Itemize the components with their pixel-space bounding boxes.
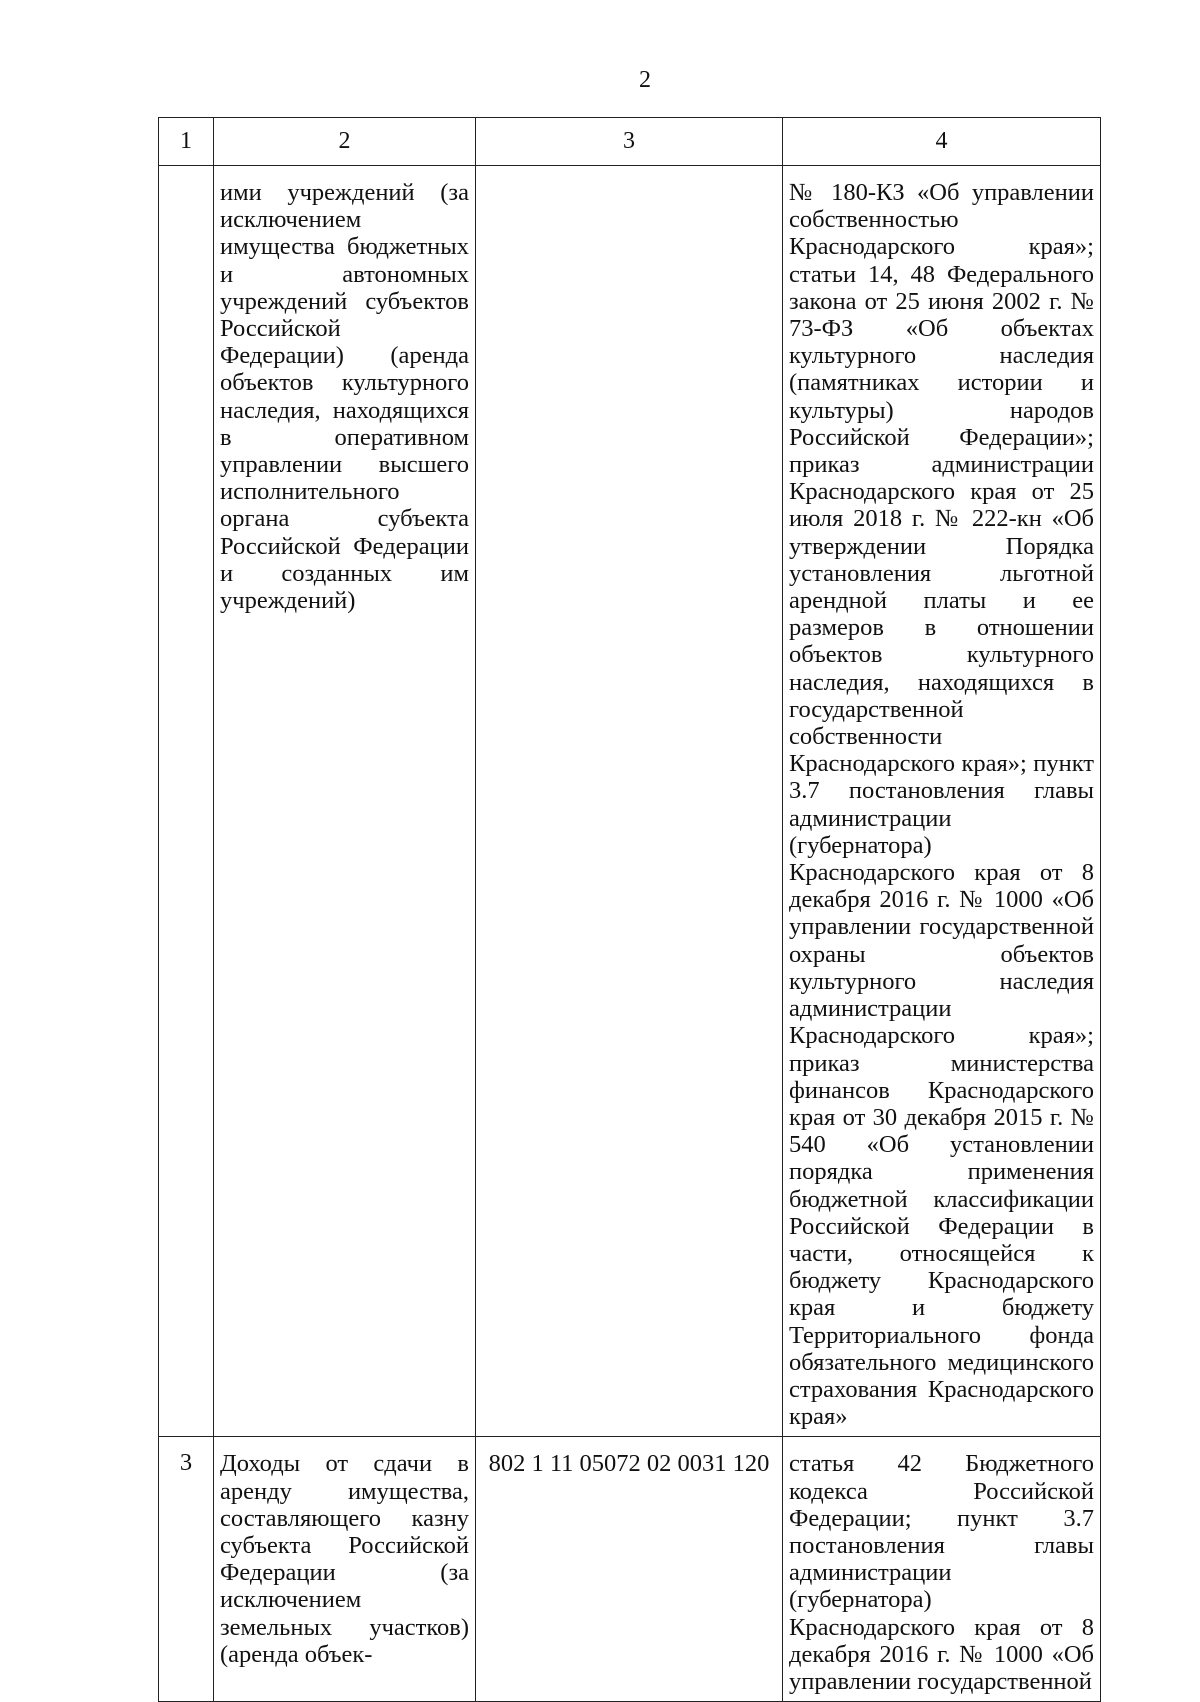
header-col-2: 2 (214, 118, 476, 166)
table-row (159, 166, 1101, 1437)
revenue-code (476, 166, 783, 1437)
row-number (159, 166, 214, 1437)
revenue-table (158, 117, 1101, 1702)
page-number: 2 (639, 67, 651, 93)
table-header-row (159, 118, 1101, 166)
row-number: 3 (159, 1437, 214, 1702)
header-col-1: 1 (159, 118, 214, 166)
legal-basis: статья 42 Бюджетного кодекса Российской Федерации; пункт 3.7 постановления главы администрации (губернатора) Краснодарского края от 8 декабря 2016 г. № 1000 «Об управлении государственной (783, 1437, 1101, 1702)
header-col-3: 3 (476, 118, 783, 166)
legal-basis: № 180-КЗ «Об управлении собственностью Краснодарского края»; статьи 14, 48 Федерального закона от 25 июня 2002 г. № 73-ФЗ «Об объектах культурного наследия (памятниках истории и культуры) народов Российской Федерации»; приказ администрации Краснодарского края от 25 июля 2018 г. № 222-кн «Об утверждении Порядка установления льготной арендной платы и ее размеров в отношении объектов культурного наследия, находящихся в государственной собственности Краснодарского края»; пункт 3.7 постановления главы администрации (губернатора) Краснодарского края от 8 декабря 2016 г. № 1000 «Об управлении государственной охраны объектов культурного наследия администрации Краснодарского края»; приказ министерства финансов Краснодарского края от 30 декабря 2015 г. № 540 «Об установлении порядка применения бюджетной классификации Российской Федерации в части, относящейся к бюджету Краснодарского края и бюджету Территориального фонда обязательного медицинского страхования Краснодарского края» (783, 166, 1101, 1437)
revenue-name: ими учреждений (за исключением имущества бюджетных и автономных учреждений субъектов Российской Федерации) (аренда объектов культурного наследия, находящихся в оперативном управлении высшего исполнительного органа субъекта Российской Федерации и созданных им учреждений) (214, 166, 476, 1437)
header-col-4: 4 (783, 118, 1101, 166)
revenue-name: Доходы от сдачи в аренду имущества, составляющего казну субъекта Российской Федерации (за исключением земельных участков) (аренда объек- (214, 1437, 476, 1702)
table-row (159, 1437, 1101, 1702)
revenue-code: 802 1 11 05072 02 0031 120 (476, 1437, 783, 1702)
